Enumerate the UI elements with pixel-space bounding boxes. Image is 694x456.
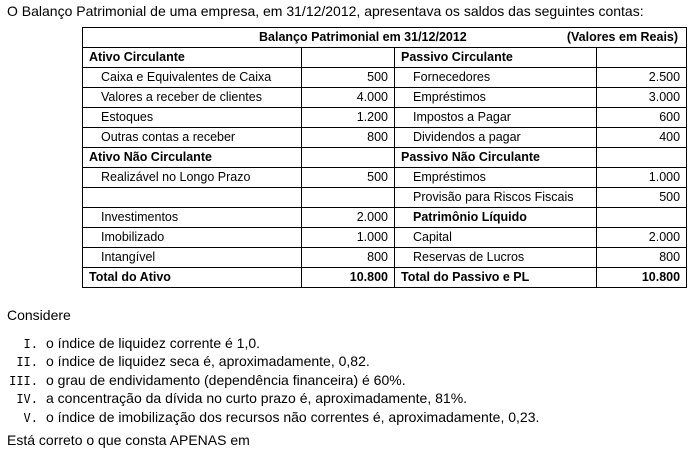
asset-account-cell: Valores a receber de clientes — [83, 88, 302, 108]
liability-account-cell: Fornecedores — [395, 68, 597, 88]
roman-numeral: II. — [16, 355, 38, 370]
liability-value-cell: 2.500 — [597, 68, 687, 88]
asset-value-cell: 2.000 — [302, 208, 395, 228]
table-row — [83, 108, 687, 128]
closing-question: Está correto o que consta APENAS em — [7, 432, 250, 448]
liability-account-cell: Empréstimos — [395, 88, 597, 108]
liability-account-cell: Passivo Não Circulante — [395, 148, 597, 168]
asset-value-cell: 10.800 — [302, 268, 395, 288]
table-row — [83, 168, 687, 188]
asset-value-cell — [302, 48, 395, 68]
table-title: Balanço Patrimonial em 31/12/2012 — [259, 30, 467, 44]
asset-value-cell — [302, 188, 395, 208]
liability-value-cell: 800 — [597, 248, 687, 268]
asset-account-cell — [83, 188, 302, 208]
liability-account-cell: Impostos a Pagar — [395, 108, 597, 128]
asset-value-cell: 800 — [302, 248, 395, 268]
statement-item — [0, 334, 539, 352]
asset-value-cell — [302, 148, 395, 168]
liability-value-cell: 600 — [597, 108, 687, 128]
liability-account-cell: Empréstimos — [395, 168, 597, 188]
liability-value-cell — [597, 148, 687, 168]
statement-text: o grau de endividamento (dependência financeira) é 60%. — [46, 371, 406, 388]
total-row — [83, 268, 687, 288]
statement-item — [0, 352, 539, 370]
liability-account-cell: Capital — [395, 228, 597, 248]
asset-account-cell: Realizável no Longo Prazo — [83, 168, 302, 188]
statement-item — [0, 371, 539, 389]
table-unit: (Valores em Reais) — [566, 30, 679, 44]
roman-numeral: V. — [23, 410, 38, 425]
table-row — [83, 248, 687, 268]
asset-account-cell: Imobilizado — [83, 228, 302, 248]
liability-value-cell: 10.800 — [597, 268, 687, 288]
asset-value-cell: 4.000 — [302, 88, 395, 108]
considere-label: Considere — [7, 307, 71, 323]
asset-value-cell: 1.200 — [302, 108, 395, 128]
asset-value-cell: 1.000 — [302, 228, 395, 248]
asset-account-cell: Caixa e Equivalentes de Caixa — [83, 68, 302, 88]
asset-account-cell: Investimentos — [83, 208, 302, 228]
liability-account-cell: Patrimônio Líquido — [395, 208, 597, 228]
liability-value-cell: 500 — [597, 188, 687, 208]
liability-value-cell: 400 — [597, 128, 687, 148]
roman-numeral: III. — [9, 373, 38, 388]
balance-sheet-table — [82, 27, 687, 288]
asset-account-cell: Outras contas a receber — [83, 128, 302, 148]
table-row — [83, 128, 687, 148]
table-row — [83, 68, 687, 88]
table-title-cell — [83, 28, 687, 48]
table-title-row — [83, 28, 687, 48]
asset-value-cell: 800 — [302, 128, 395, 148]
table-row — [83, 208, 687, 228]
asset-account-cell: Intangível — [83, 248, 302, 268]
roman-numeral: IV. — [16, 392, 38, 407]
liability-account-cell: Reservas de Lucros — [395, 248, 597, 268]
roman-numeral: I. — [23, 337, 38, 351]
liability-value-cell — [597, 208, 687, 228]
liability-value-cell: 1.000 — [597, 168, 687, 188]
liability-value-cell — [597, 48, 687, 68]
statement-list — [0, 334, 539, 426]
asset-value-cell: 500 — [302, 168, 395, 188]
table-row — [83, 88, 687, 108]
asset-account-cell: Ativo Circulante — [83, 48, 302, 68]
statement-text: o índice de imobilização dos recursos não correntes é, aproximadamente, 0,23. — [46, 408, 540, 425]
statement-text: o índice de liquidez corrente é 1,0. — [46, 335, 261, 351]
table-row — [83, 148, 687, 168]
statement-text: o índice de liquidez seca é, aproximadamente, 0,82. — [46, 353, 370, 370]
statement-text: a concentração da dívida no curto prazo é, aproximadamente, 81%. — [46, 390, 468, 407]
liability-account-cell: Provisão para Riscos Fiscais — [395, 188, 597, 208]
liability-value-cell: 3.000 — [597, 88, 687, 108]
asset-account-cell: Estoques — [83, 108, 302, 128]
liability-account-cell: Passivo Circulante — [395, 48, 597, 68]
table-row — [83, 48, 687, 68]
liability-account-cell: Total do Passivo e PL — [395, 268, 597, 288]
liability-account-cell: Dividendos a pagar — [395, 128, 597, 148]
intro-text: O Balanço Patrimonial de uma empresa, em 31/12/2012, apresentava os saldos das seguintes contas: — [7, 3, 644, 19]
asset-account-cell: Total do Ativo — [83, 268, 302, 288]
statement-item — [0, 408, 539, 426]
statement-item — [0, 389, 539, 407]
table-row — [83, 188, 687, 208]
asset-account-cell: Ativo Não Circulante — [83, 148, 302, 168]
table-row — [83, 228, 687, 248]
liability-value-cell: 2.000 — [597, 228, 687, 248]
asset-value-cell: 500 — [302, 68, 395, 88]
